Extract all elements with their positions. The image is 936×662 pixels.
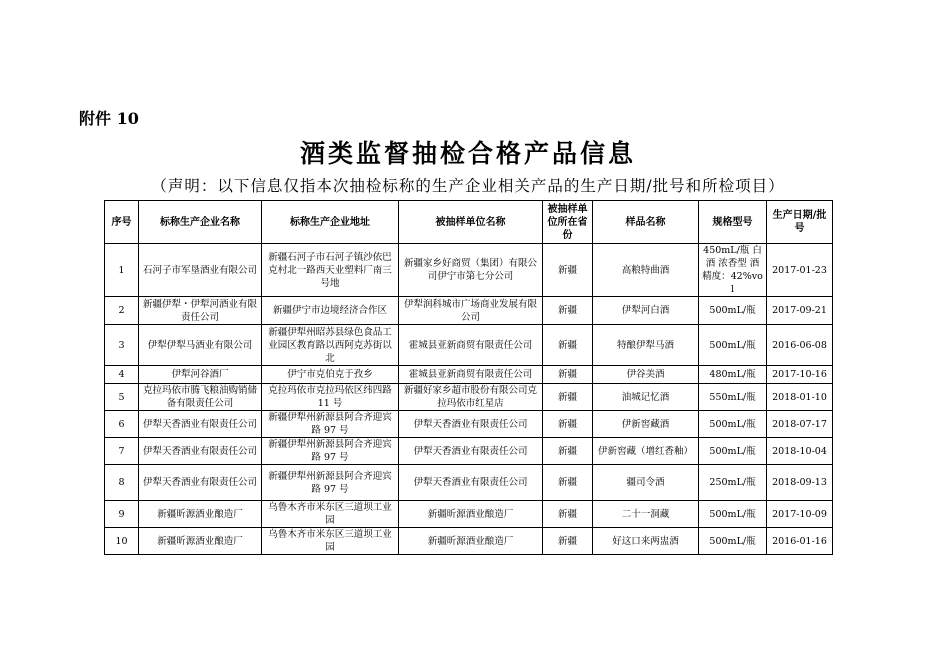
cell-address: 乌鲁木齐市米东区三道坝工业园 bbox=[262, 501, 399, 528]
cell-no: 10 bbox=[105, 528, 139, 555]
cell-province: 新疆 bbox=[543, 325, 593, 366]
cell-address: 新疆伊犁州新源县阿合齐迎宾路 97 号 bbox=[262, 465, 399, 501]
header-date: 生产日期/批号 bbox=[767, 201, 833, 244]
cell-product: 特酿伊犁马酒 bbox=[593, 325, 699, 366]
cell-sampled-unit: 伊犁润科城市广场商业发展有限公司 bbox=[399, 297, 543, 325]
header-province: 被抽样单位所在省份 bbox=[543, 201, 593, 244]
cell-product: 好这口来两盅酒 bbox=[593, 528, 699, 555]
cell-sampled-unit: 新疆昕源酒业酿造厂 bbox=[399, 528, 543, 555]
cell-spec: 480mL/瓶 bbox=[699, 366, 767, 384]
cell-address: 新疆石河子市石河子镇沙依巴克村北一路西天业塑料厂南三号地 bbox=[262, 244, 399, 297]
cell-date: 2016-06-08 bbox=[767, 325, 833, 366]
cell-sampled-unit: 霍城县亚新商贸有限责任公司 bbox=[399, 366, 543, 384]
cell-sampled-unit: 新疆家乡好商贸（集团）有限公司伊宁市第七分公司 bbox=[399, 244, 543, 297]
cell-province: 新疆 bbox=[543, 384, 593, 411]
cell-address: 新疆伊宁市边境经济合作区 bbox=[262, 297, 399, 325]
cell-no: 8 bbox=[105, 465, 139, 501]
cell-spec: 550mL/瓶 bbox=[699, 384, 767, 411]
cell-company: 伊犁天香酒业有限责任公司 bbox=[139, 411, 262, 438]
cell-spec: 500mL/瓶 bbox=[699, 411, 767, 438]
cell-date: 2017-10-09 bbox=[767, 501, 833, 528]
inspection-table bbox=[104, 200, 833, 555]
cell-address: 克拉玛依市克拉玛依区纬四路 11 号 bbox=[262, 384, 399, 411]
table-row bbox=[105, 244, 833, 297]
cell-company: 新疆昕源酒业酿造厂 bbox=[139, 501, 262, 528]
cell-date: 2017-10-16 bbox=[767, 366, 833, 384]
cell-spec: 500mL/瓶 bbox=[699, 528, 767, 555]
cell-company: 伊犁天香酒业有限责任公司 bbox=[139, 465, 262, 501]
document-subtitle: （声明：以下信息仅指本次抽检标称的生产企业相关产品的生产日期/批号和所检项目） bbox=[151, 177, 785, 195]
table-row bbox=[105, 384, 833, 411]
cell-product: 伊犁河白酒 bbox=[593, 297, 699, 325]
cell-company: 伊犁伊犁马酒业有限公司 bbox=[139, 325, 262, 366]
table-row bbox=[105, 411, 833, 438]
cell-address: 乌鲁木齐市米东区三道坝工业园 bbox=[262, 528, 399, 555]
cell-spec: 250mL/瓶 bbox=[699, 465, 767, 501]
cell-date: 2017-01-23 bbox=[767, 244, 833, 297]
cell-no: 4 bbox=[105, 366, 139, 384]
cell-no: 3 bbox=[105, 325, 139, 366]
cell-no: 1 bbox=[105, 244, 139, 297]
table-row bbox=[105, 297, 833, 325]
header-sampled-unit: 被抽样单位名称 bbox=[399, 201, 543, 244]
cell-company: 石河子市军垦酒业有限公司 bbox=[139, 244, 262, 297]
cell-company: 新疆昕源酒业酿造厂 bbox=[139, 528, 262, 555]
cell-sampled-unit: 新疆好家乡超市股份有限公司克拉玛依市红星店 bbox=[399, 384, 543, 411]
header-product: 样品名称 bbox=[593, 201, 699, 244]
cell-address: 新疆伊犁州昭苏县绿色食品工业园区教育路以西阿克苏街以北 bbox=[262, 325, 399, 366]
cell-address: 伊宁市克伯克于孜乡 bbox=[262, 366, 399, 384]
cell-province: 新疆 bbox=[543, 501, 593, 528]
cell-spec: 450mL/瓶 白酒 浓香型 酒精度：42%vol bbox=[699, 244, 767, 297]
cell-spec: 500mL/瓶 bbox=[699, 325, 767, 366]
cell-address: 新疆伊犁州新源县阿合齐迎宾路 97 号 bbox=[262, 438, 399, 465]
cell-product: 油城记忆酒 bbox=[593, 384, 699, 411]
cell-province: 新疆 bbox=[543, 244, 593, 297]
cell-date: 2018-01-10 bbox=[767, 384, 833, 411]
cell-product: 高粮特曲酒 bbox=[593, 244, 699, 297]
cell-product: 伊新窖藏（增红香釉） bbox=[593, 438, 699, 465]
cell-product: 疆司令酒 bbox=[593, 465, 699, 501]
cell-no: 6 bbox=[105, 411, 139, 438]
cell-product: 伊谷美酒 bbox=[593, 366, 699, 384]
attachment-label: 附件 10 bbox=[79, 109, 139, 128]
header-company: 标称生产企业名称 bbox=[139, 201, 262, 244]
cell-sampled-unit: 伊犁天香酒业有限责任公司 bbox=[399, 465, 543, 501]
cell-sampled-unit: 新疆昕源酒业酿造厂 bbox=[399, 501, 543, 528]
cell-date: 2017-09-21 bbox=[767, 297, 833, 325]
cell-date: 2018-07-17 bbox=[767, 411, 833, 438]
cell-address: 新疆伊犁州新源县阿合齐迎宾路 97 号 bbox=[262, 411, 399, 438]
cell-sampled-unit: 霍城县亚新商贸有限责任公司 bbox=[399, 325, 543, 366]
cell-no: 9 bbox=[105, 501, 139, 528]
cell-company: 伊犁河谷酒厂 bbox=[139, 366, 262, 384]
table-row bbox=[105, 325, 833, 366]
cell-sampled-unit: 伊犁天香酒业有限责任公司 bbox=[399, 438, 543, 465]
cell-company: 伊犁天香酒业有限责任公司 bbox=[139, 438, 262, 465]
document-title: 酒类监督抽检合格产品信息 bbox=[299, 139, 636, 168]
cell-no: 7 bbox=[105, 438, 139, 465]
cell-province: 新疆 bbox=[543, 438, 593, 465]
cell-province: 新疆 bbox=[543, 465, 593, 501]
table-row bbox=[105, 528, 833, 555]
cell-province: 新疆 bbox=[543, 528, 593, 555]
table-header-row bbox=[105, 201, 833, 244]
table-row bbox=[105, 438, 833, 465]
cell-no: 2 bbox=[105, 297, 139, 325]
cell-company: 新疆伊犁・伊犁河酒业有限责任公司 bbox=[139, 297, 262, 325]
cell-province: 新疆 bbox=[543, 411, 593, 438]
table-row bbox=[105, 465, 833, 501]
table-row bbox=[105, 501, 833, 528]
cell-product: 伊新窖藏酒 bbox=[593, 411, 699, 438]
table-row bbox=[105, 366, 833, 384]
cell-no: 5 bbox=[105, 384, 139, 411]
cell-company: 克拉玛依市腾飞粮油购销储备有限责任公司 bbox=[139, 384, 262, 411]
header-spec: 规格型号 bbox=[699, 201, 767, 244]
cell-product: 二十一洞藏 bbox=[593, 501, 699, 528]
header-no: 序号 bbox=[105, 201, 139, 244]
header-address: 标称生产企业地址 bbox=[262, 201, 399, 244]
cell-province: 新疆 bbox=[543, 297, 593, 325]
cell-spec: 500mL/瓶 bbox=[699, 297, 767, 325]
cell-date: 2018-09-13 bbox=[767, 465, 833, 501]
cell-province: 新疆 bbox=[543, 366, 593, 384]
cell-date: 2016-01-16 bbox=[767, 528, 833, 555]
cell-spec: 500mL/瓶 bbox=[699, 501, 767, 528]
cell-sampled-unit: 伊犁天香酒业有限责任公司 bbox=[399, 411, 543, 438]
cell-spec: 500mL/瓶 bbox=[699, 438, 767, 465]
cell-date: 2018-10-04 bbox=[767, 438, 833, 465]
